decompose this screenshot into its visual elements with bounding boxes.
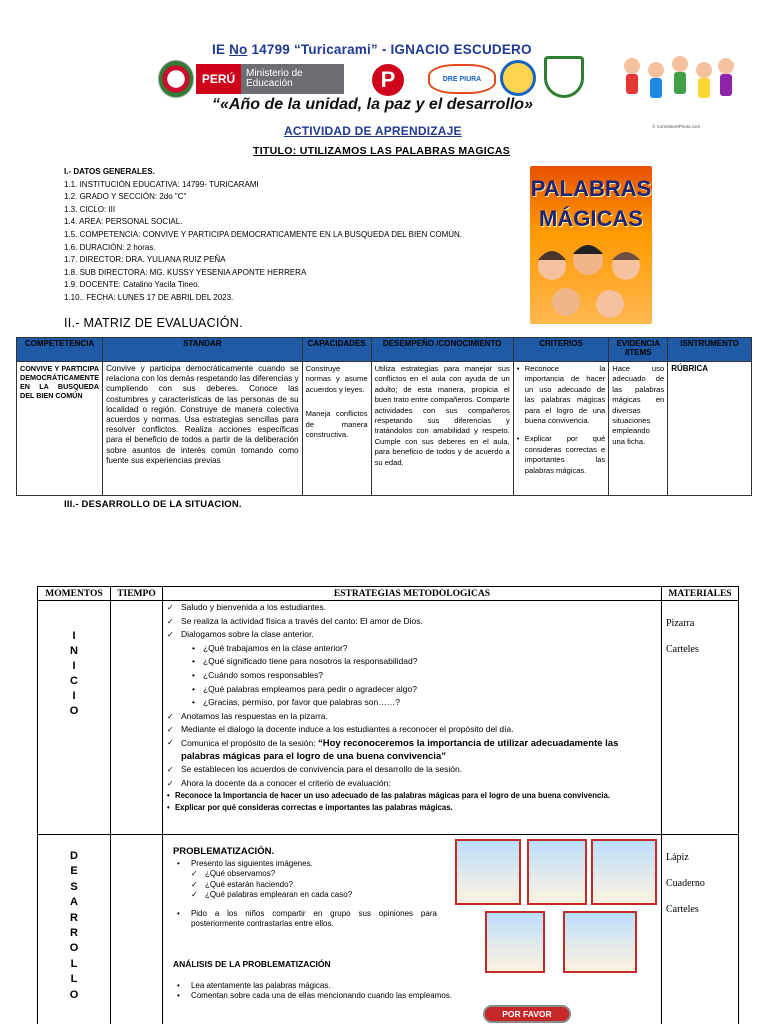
- time-cell: [110, 601, 162, 835]
- scene-image: [591, 839, 657, 905]
- instrumento-cell: RÚBRICA: [668, 362, 752, 496]
- column-header: EVIDENCIA /ITEMS: [609, 338, 668, 362]
- desarrollo-strategies: PROBLEMATIZACIÓN. • Presento las siguientes imágenes. ✓ ¿Qué observamos? ✓ ¿Qué estarán haciendo? ✓ ¿Qué palabras emplearan en cada caso? • Pido a los niños compartir en grupo sus opiniones para posteriormente contrastarlas entre ellos. ANÁLISIS DE LA PROBLEMATIZACIÓN • Lea atentamente las palabras mágicas. • Comentan sobre cada una de ellas mencionando cuando las empleamos. POR FAVOR: [162, 835, 661, 1024]
- palabras-magicas-image: PALABRAS MÁGICAS: [530, 166, 652, 324]
- check-icon: ✓: [166, 764, 174, 774]
- table-header-row: [17, 338, 752, 362]
- year-motto: “«Año de la unidad, la paz y el desarrollo»: [212, 96, 533, 113]
- scene-image: [485, 911, 545, 973]
- time-cell: [110, 835, 162, 1024]
- criterios-cell: • Reconoce la importancia de hacer un uso adecuado de las palabras mágicas para el logro de una buena convivencia. • Explicar por qué consideras correctas e importantes las palabras mágicas.: [513, 362, 609, 496]
- capacidades-cell: Construye normas y asume acuerdos y leyes. Maneja conflictos de manera constructiva.: [302, 362, 371, 496]
- evaluation-matrix-table: [16, 337, 752, 496]
- check-icon: ✓: [166, 603, 174, 612]
- check-icon: ✓: [166, 737, 174, 747]
- check-icon: ✓: [190, 869, 198, 879]
- desarrollo-materials: Lápiz Cuaderno Carteles: [662, 835, 739, 1024]
- session-purpose: “Hoy reconoceremos la importancia de utilizar adecuadamente las palabras mágicas para el logro de una buena convivencia”: [180, 737, 619, 762]
- inicio-strategies: ✓ Saludo y bienvenida a los estudiantes. ✓ Se realiza la actividad física a través del canto: El amor de Dios. ✓ Dialogamos sobre la clase anterior. • ¿Qué trabajamos en la clase anterior? • ¿Qué significado tiene para nosotros la responsabilidad? • ¿Cuándo somos responsables? • ¿Qué palabras empleamos para pedir o agradecer algo? • ¿Gracias, permiso, por favor que palabras son……? ✓ Anotamos las respuestas en la pizarra. ✓ Mediante el dialogo la docente induce a los estudiantes a reconocer el propósito del día. ✓ Comunica el propósito de la sesión: “Hoy reconoceremos la importancia de utilizar adecuadamente las palabras mágicas para el logro de una buena convivencia” ✓ Se establecen los acuerdos de convivencia para el desarrollo de la sesión. ✓ Ahora la docente da a conocer el criterio de evaluación: • Reconoce la Importancia de hacer un uso adecuado de las palabras mágicas para el logro de una buena convivencia. • Explicar por qué consideras correctas e importantes las palabras mágicas.: [162, 601, 661, 835]
- column-header: ESTRATEGIAS METODOLOGICAS: [162, 587, 661, 601]
- check-icon: ✓: [166, 778, 174, 788]
- inicio-materials: Pizarra Carteles: [662, 601, 739, 835]
- image-credit: © ConSistentPhoto.com: [652, 124, 701, 129]
- school-shield-icon: [544, 56, 584, 98]
- table-row-desarrollo: [38, 835, 739, 1024]
- column-header: DESEMPEÑO /CONOCIMIENTO: [371, 338, 513, 362]
- ministerio-logo: PERÚ Ministerio de Educación: [196, 64, 344, 94]
- column-header: STANDAR: [103, 338, 303, 362]
- table-header-row: [38, 587, 739, 601]
- moment-inicio: I N I C I O: [38, 601, 111, 835]
- desempeno-cell: Utiliza estrategias para manejar sus conflictos en el aula con ayuda de un adulto; de esta manera, propicia el buen trato entre compañeros. Comparte actividades con sus compañeros respetando sus diferencias y tratándolos con amabilidad y respeto. Cumple con sus deberes en el aula, para beneficio de todos y de acuerdo a su edad.: [371, 362, 513, 496]
- moment-desarrollo: D E S A R R O L L O: [38, 835, 111, 1024]
- development-table: [37, 586, 739, 1024]
- dancing-kids-illustration: [620, 52, 738, 118]
- lesson-title: TITULO: UTILIZAMOS LAS PALABRAS MAGICAS: [253, 145, 511, 157]
- dre-piura-logo: DRE PIURA: [428, 64, 496, 94]
- scene-image: [455, 839, 521, 905]
- check-icon: ✓: [190, 879, 198, 889]
- check-icon: ✓: [190, 890, 198, 900]
- school-emblem-icon: [500, 60, 536, 96]
- red-p-logo: P: [372, 64, 404, 96]
- table-row-inicio: [38, 601, 739, 835]
- evidencia-cell: Hace uso adecuado de las palabras mágicas en diversas situaciones empleando una ficha.: [609, 362, 668, 496]
- section-3-heading: III.- DESARROLLO DE LA SITUACION.: [64, 499, 242, 510]
- check-icon: ✓: [166, 616, 174, 626]
- scene-image: [527, 839, 587, 905]
- school-name: IE No 14799 “Turicarami” - IGNACIO ESCUDERO: [212, 42, 532, 57]
- check-icon: ✓: [166, 725, 174, 735]
- peru-coat-of-arms-icon: [158, 60, 194, 98]
- column-header: CRITERIOS: [513, 338, 609, 362]
- check-icon: ✓: [166, 630, 174, 640]
- column-header: ISNTRUMENTO: [668, 338, 752, 362]
- column-header: MATERIALES: [662, 587, 739, 601]
- column-header: COMPETETENCIA: [17, 338, 103, 362]
- table-row: [17, 362, 752, 496]
- column-header: MOMENTOS: [38, 587, 111, 601]
- por-favor-label: POR FAVOR: [483, 1005, 571, 1023]
- standar-cell: Convive y participa democráticamente cuando se relaciona con los demás respetando las diferencias y cumpliendo con sus deberes. Conoce las costumbres y características de las personas de su localidad o región. Construye de manera colectiva acuerdos y normas. Usa estrategias sencillas para resolver conflictos. Realiza acciones específicas para el beneficio de todos a partir de la deliberación sobre asuntos de interés común tomando como fuente sus experiencias previas: [103, 362, 303, 496]
- general-data: I.- DATOS GENERALES. 1.1. INSTITUCIÓN EDUCATIVA: 14799- TURICARAMI 1.2. GRADO Y SECCIÓN: 2do "C" 1.3. CICLO: III 1.4. AREA: PERSONAL SOCIAL. 1.5. COMPETENCIA: CONVIVE Y PARTICIPA DEMOCRATICAMENTE EN LA BUSQUEDA DEL BIEN COMÚN. 1.6. DURACIÓN: 2 horas. 1.7. DIRECTOR: DRA. YULIANA RUIZ PEÑA 1.8. SUB DIRECTORA: MG. KUSSY YESENIA APONTE HERRERA 1.9. DOCENTE: Catalino Yacila Tineo. 1.10.. FECHA: LUNES 17 DE ABRIL DEL 2023.: [64, 167, 463, 302]
- scene-image: [563, 911, 637, 973]
- activity-title: ACTIVIDAD DE APRENDIZAJE: [284, 124, 462, 138]
- column-header: CAPACIDADES: [302, 338, 371, 362]
- column-header: TIEMPO: [110, 587, 162, 601]
- competencia-cell: CONVIVE Y PARTICIPA DEMOCRÁTICAMENTE EN LA BUSQUEDA DEL BIEN COMÚN: [17, 362, 103, 496]
- section-2-heading: II.- MATRIZ DE EVALUACIÓN.: [64, 316, 243, 330]
- check-icon: ✓: [166, 711, 174, 721]
